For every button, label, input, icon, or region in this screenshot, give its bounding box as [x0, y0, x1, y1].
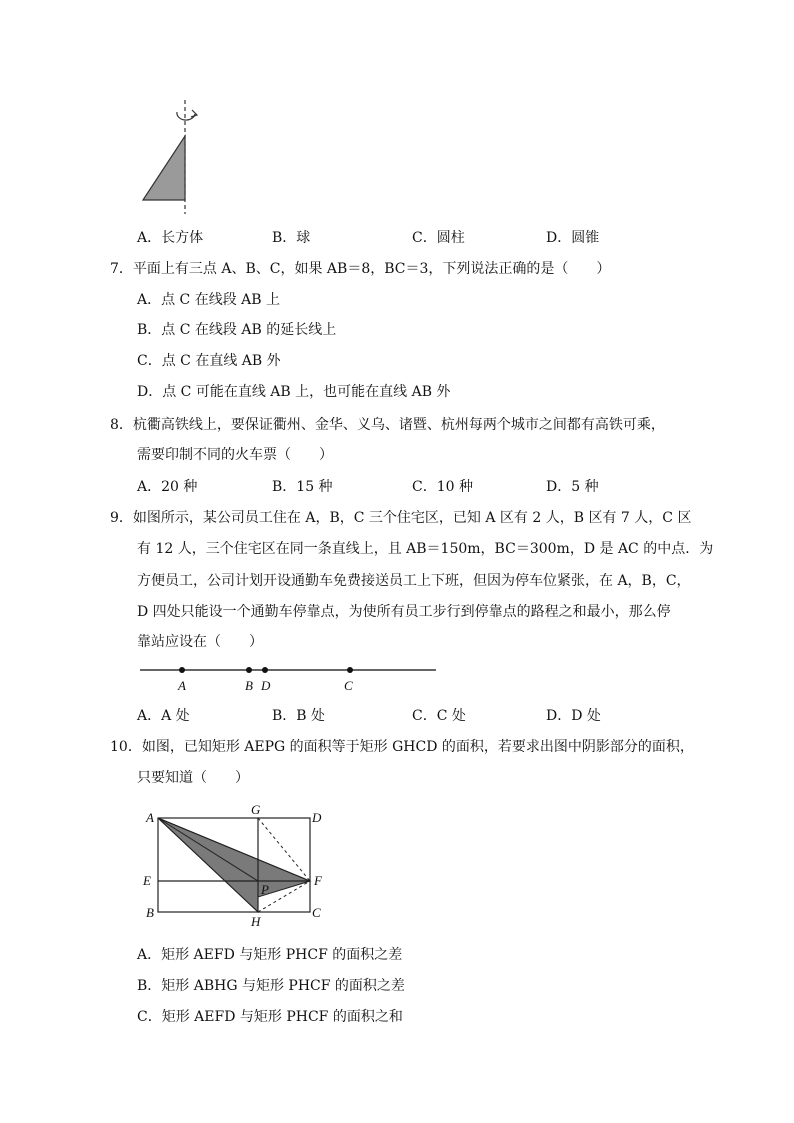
- q9-stem-line-3: 方便员工，公司计划开设通勤车免费接送员工上下班，但因为停车位紧张，在 A，B，C，: [137, 573, 691, 589]
- q9-option-b[interactable]: B．B 处: [272, 708, 326, 724]
- q10-option-c[interactable]: C．矩形 AEFD 与矩形 PHCF 的面积之和: [137, 1009, 403, 1025]
- q9-stem-line-4: D 四处只能设一个通勤车停靠点，为使所有员工步行到停靠点的路程之和最小，那么停: [137, 604, 671, 620]
- rotation-triangle-figure: [135, 98, 215, 218]
- q9-stem-line-5: 靠站应设在（ ）: [137, 634, 263, 650]
- q8-option-b[interactable]: B．15 种: [272, 479, 333, 495]
- q6-option-d[interactable]: D．圆锥: [546, 230, 600, 246]
- q6-option-a[interactable]: A．长方体: [137, 230, 204, 246]
- q8-option-c[interactable]: C．10 种: [412, 479, 473, 495]
- number-line-figure: [138, 660, 440, 694]
- label-c: C: [312, 905, 321, 920]
- q9-stem-line-2: 有 12 人，三个住宅区在同一条直线上，且 AB＝150m，BC＝300m，D 是 AC 的中点．为: [137, 541, 714, 557]
- q8-stem-line-1: 8．杭衢高铁线上，要保证衢州、金华、义乌、诸暨、杭州每两个城市之间都有高铁可乘，: [110, 417, 665, 433]
- label-b: B: [146, 905, 154, 920]
- label-p: P: [261, 882, 269, 897]
- rectangle-figure: [138, 802, 328, 930]
- point-d: [262, 667, 268, 673]
- q7-option-c[interactable]: C．点 C 在直线 AB 外: [137, 353, 281, 369]
- q9-option-d[interactable]: D．D 处: [546, 708, 601, 724]
- point-b: [246, 667, 252, 673]
- q7-option-d[interactable]: D．点 C 可能在直线 AB 上，也可能在直线 AB 外: [137, 384, 451, 400]
- q10-stem-line-2: 只要知道（ ）: [137, 770, 249, 786]
- q9-option-c[interactable]: C．C 处: [412, 708, 466, 724]
- shaded-triangle: [143, 136, 185, 200]
- q8-option-d[interactable]: D．5 种: [546, 479, 599, 495]
- label-d: D: [312, 810, 322, 825]
- q7-stem: 7．平面上有三点 A、B、C，如果 AB＝8，BC＝3，下列说法正确的是（ ）: [110, 261, 611, 277]
- label-f: F: [314, 873, 322, 888]
- q10-stem-line-1: 10．如图，已知矩形 AEPG 的面积等于矩形 GHCD 的面积，若要求出图中阴影部分的面积，: [110, 739, 694, 755]
- q6-option-b[interactable]: B．球: [272, 230, 311, 246]
- q9-option-a[interactable]: A．A 处: [137, 708, 190, 724]
- q6-option-c[interactable]: C．圆柱: [412, 230, 465, 246]
- label-a: A: [146, 810, 154, 825]
- label-a: A: [178, 678, 186, 693]
- label-c: C: [344, 678, 353, 693]
- q9-stem-line-1: 9．如图所示，某公司员工住在 A，B，C 三个住宅区，已知 A 区有 2 人，B 区有 7 人，C 区: [110, 510, 692, 526]
- label-e: E: [143, 873, 151, 888]
- q7-option-a[interactable]: A．点 C 在线段 AB 上: [137, 292, 281, 308]
- point-c: [347, 667, 353, 673]
- point-a: [179, 667, 185, 673]
- label-h: H: [251, 914, 261, 929]
- label-b: B: [245, 678, 253, 693]
- q8-option-a[interactable]: A．20 种: [137, 479, 198, 495]
- q10-option-a[interactable]: A．矩形 AEFD 与矩形 PHCF 的面积之差: [137, 947, 403, 963]
- q10-option-b[interactable]: B．矩形 ABHG 与矩形 PHCF 的面积之差: [137, 978, 405, 994]
- label-d: D: [261, 678, 271, 693]
- label-g: G: [251, 802, 261, 817]
- q8-stem-line-2: 需要印制不同的火车票（ ）: [137, 447, 333, 463]
- q7-option-b[interactable]: B．点 C 在线段 AB 的延长线上: [137, 322, 337, 338]
